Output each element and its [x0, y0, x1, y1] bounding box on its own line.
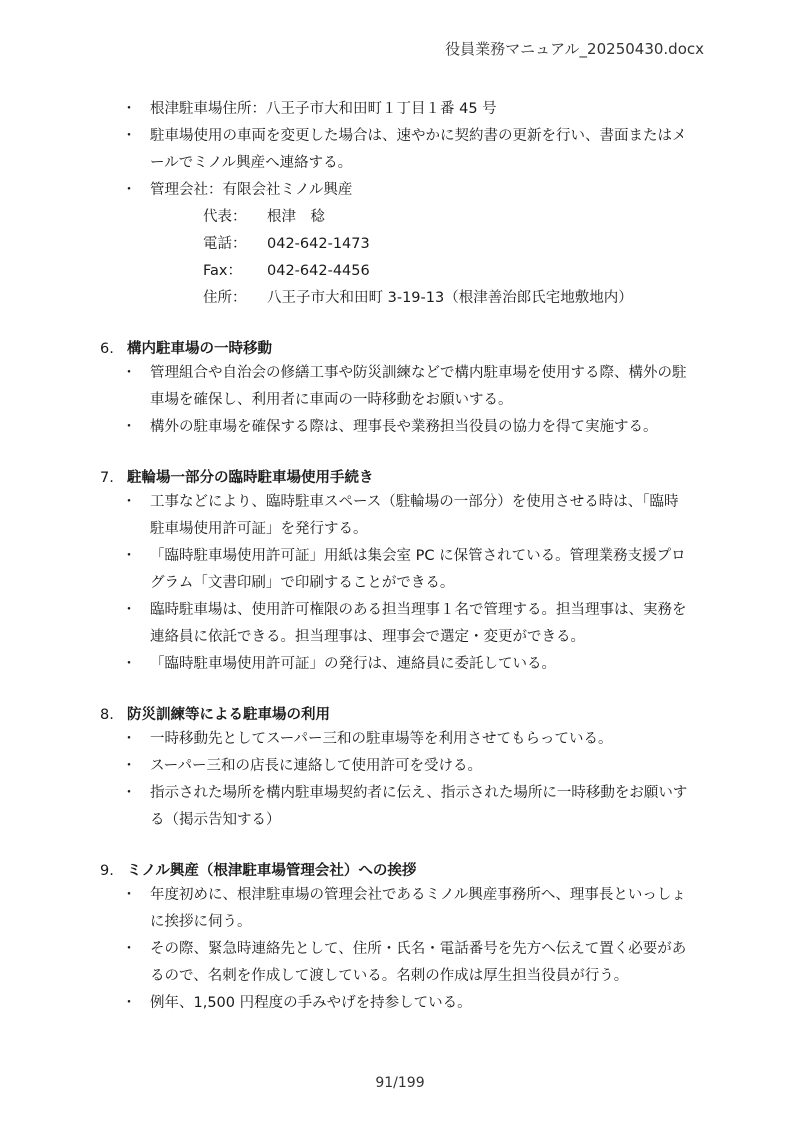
section-item-text: るので、名刺を作成して渡している。名刺の作成は厚生担当役員が行う。	[150, 968, 629, 984]
section-item-text: 工事などにより、臨時駐車スペース（駐輪場の一部分）を使用させる時は、「臨時	[150, 494, 679, 510]
section-title: 構内駐車場の一時移動	[127, 341, 272, 357]
page-number: 91/199	[375, 1075, 425, 1091]
bullet-icon: ・	[122, 758, 136, 774]
section-title: ミノル興産（根津駐車場管理会社）への挨拶	[127, 863, 417, 879]
intro-item-text: ールでミノル興産へ連絡する。	[150, 155, 353, 171]
section-item-text: スーパー三和の店長に連絡して使用許可を受ける。	[150, 758, 483, 774]
company-fax-value: 042-642-4456	[267, 263, 370, 279]
document-filename: 役員業務マニュアル_20250430.docx	[445, 40, 704, 58]
company-address-label: 住所：	[203, 290, 247, 306]
section-item-text: 例年、1,500 円程度の手みやげを持参している。	[150, 995, 472, 1011]
section-item-text: に挨拶に伺う。	[150, 914, 252, 930]
section-item-text: 指示された場所を構内駐車場契約者に伝え、指示された場所に一時移動をお願いす	[150, 785, 688, 801]
bullet-icon: ・	[122, 602, 136, 618]
company-rep-value: 根津 稔	[267, 209, 325, 225]
intro-item-text: 根津駐車場住所：八王子市大和田町１丁目１番 45 号	[150, 101, 497, 117]
section-item-text: 連絡員に依託できる。担当理事は、理事会で選定・変更ができる。	[150, 629, 585, 645]
section-item-text: 年度初めに、根津駐車場の管理会社であるミノル興産事務所へ、理事長といっしょ	[150, 887, 686, 903]
bullet-icon: ・	[122, 656, 136, 672]
bullet-icon: ・	[122, 995, 136, 1011]
section-title: 駐輪場一部分の臨時駐車場使用手続き	[127, 470, 374, 486]
section-item-text: 構外の駐車場を確保する際は、理事長や業務担当役員の協力を得て実施する。	[150, 419, 658, 435]
section-item-text: その際、緊急時連絡先として、住所・氏名・電話番号を先方へ伝えて置く必要があ	[150, 941, 687, 957]
section-item-text: 一時移動先としてスーパー三和の駐車場等を利用させてもらっている。	[150, 731, 613, 747]
section-item-text: る（掲示告知する）	[150, 812, 281, 828]
section-heading	[100, 339, 272, 359]
company-fax-label: Fax：	[203, 263, 242, 279]
bullet-icon: ・	[122, 941, 136, 957]
bullet-icon: ・	[122, 182, 136, 198]
section-item-text: グラム「文書印刷」で印刷することができる。	[150, 575, 455, 591]
section-item-text: 車場を確保し、利用者に車両の一時移動をお願いする。	[150, 392, 513, 408]
section-item-text: 臨時駐車場は、使用許可権限のある担当理事１名で管理する。担当理事は、実務を	[150, 602, 687, 618]
section-item-text: 管理組合や自治会の修繕工事や防災訓練などで構内駐車場を使用する際、構外の駐	[150, 365, 687, 381]
company-rep-label: 代表：	[203, 209, 247, 225]
section-number: 9.	[100, 863, 114, 879]
bullet-icon: ・	[122, 419, 136, 435]
section-item-text: 「臨時駐車場使用許可証」の発行は、連絡員に委託している。	[150, 656, 556, 672]
section-heading	[100, 861, 416, 881]
section-heading	[100, 468, 374, 488]
bullet-icon: ・	[122, 494, 136, 510]
section-heading	[100, 705, 330, 725]
section-item-text: 駐車場使用許可証」を発行する。	[150, 521, 368, 537]
bullet-icon: ・	[122, 731, 136, 747]
bullet-icon: ・	[122, 128, 136, 144]
bullet-icon: ・	[122, 548, 136, 564]
section-number: 8.	[100, 707, 114, 723]
section-number: 6.	[100, 341, 114, 357]
company-phone-label: 電話：	[203, 236, 247, 252]
section-item-text: 「臨時駐車場使用許可証」用紙は集会室 PC に保管されている。管理業務支援プロ	[150, 548, 686, 564]
company-address-value: 八王子市大和田町 3-19-13（根津善治郎氏宅地敷地内）	[267, 290, 633, 306]
intro-item-text: 管理会社：有限会社ミノル興産	[150, 182, 353, 198]
bullet-icon: ・	[122, 365, 136, 381]
intro-item-text: 駐車場使用の車両を変更した場合は、速やかに契約書の更新を行い、書面またはメ	[150, 128, 687, 144]
bullet-icon: ・	[122, 101, 136, 117]
bullet-icon: ・	[122, 785, 136, 801]
company-phone-value: 042-642-1473	[267, 236, 370, 252]
bullet-icon: ・	[122, 887, 136, 903]
section-title: 防災訓練等による駐車場の利用	[127, 707, 330, 723]
section-number: 7.	[100, 470, 114, 486]
